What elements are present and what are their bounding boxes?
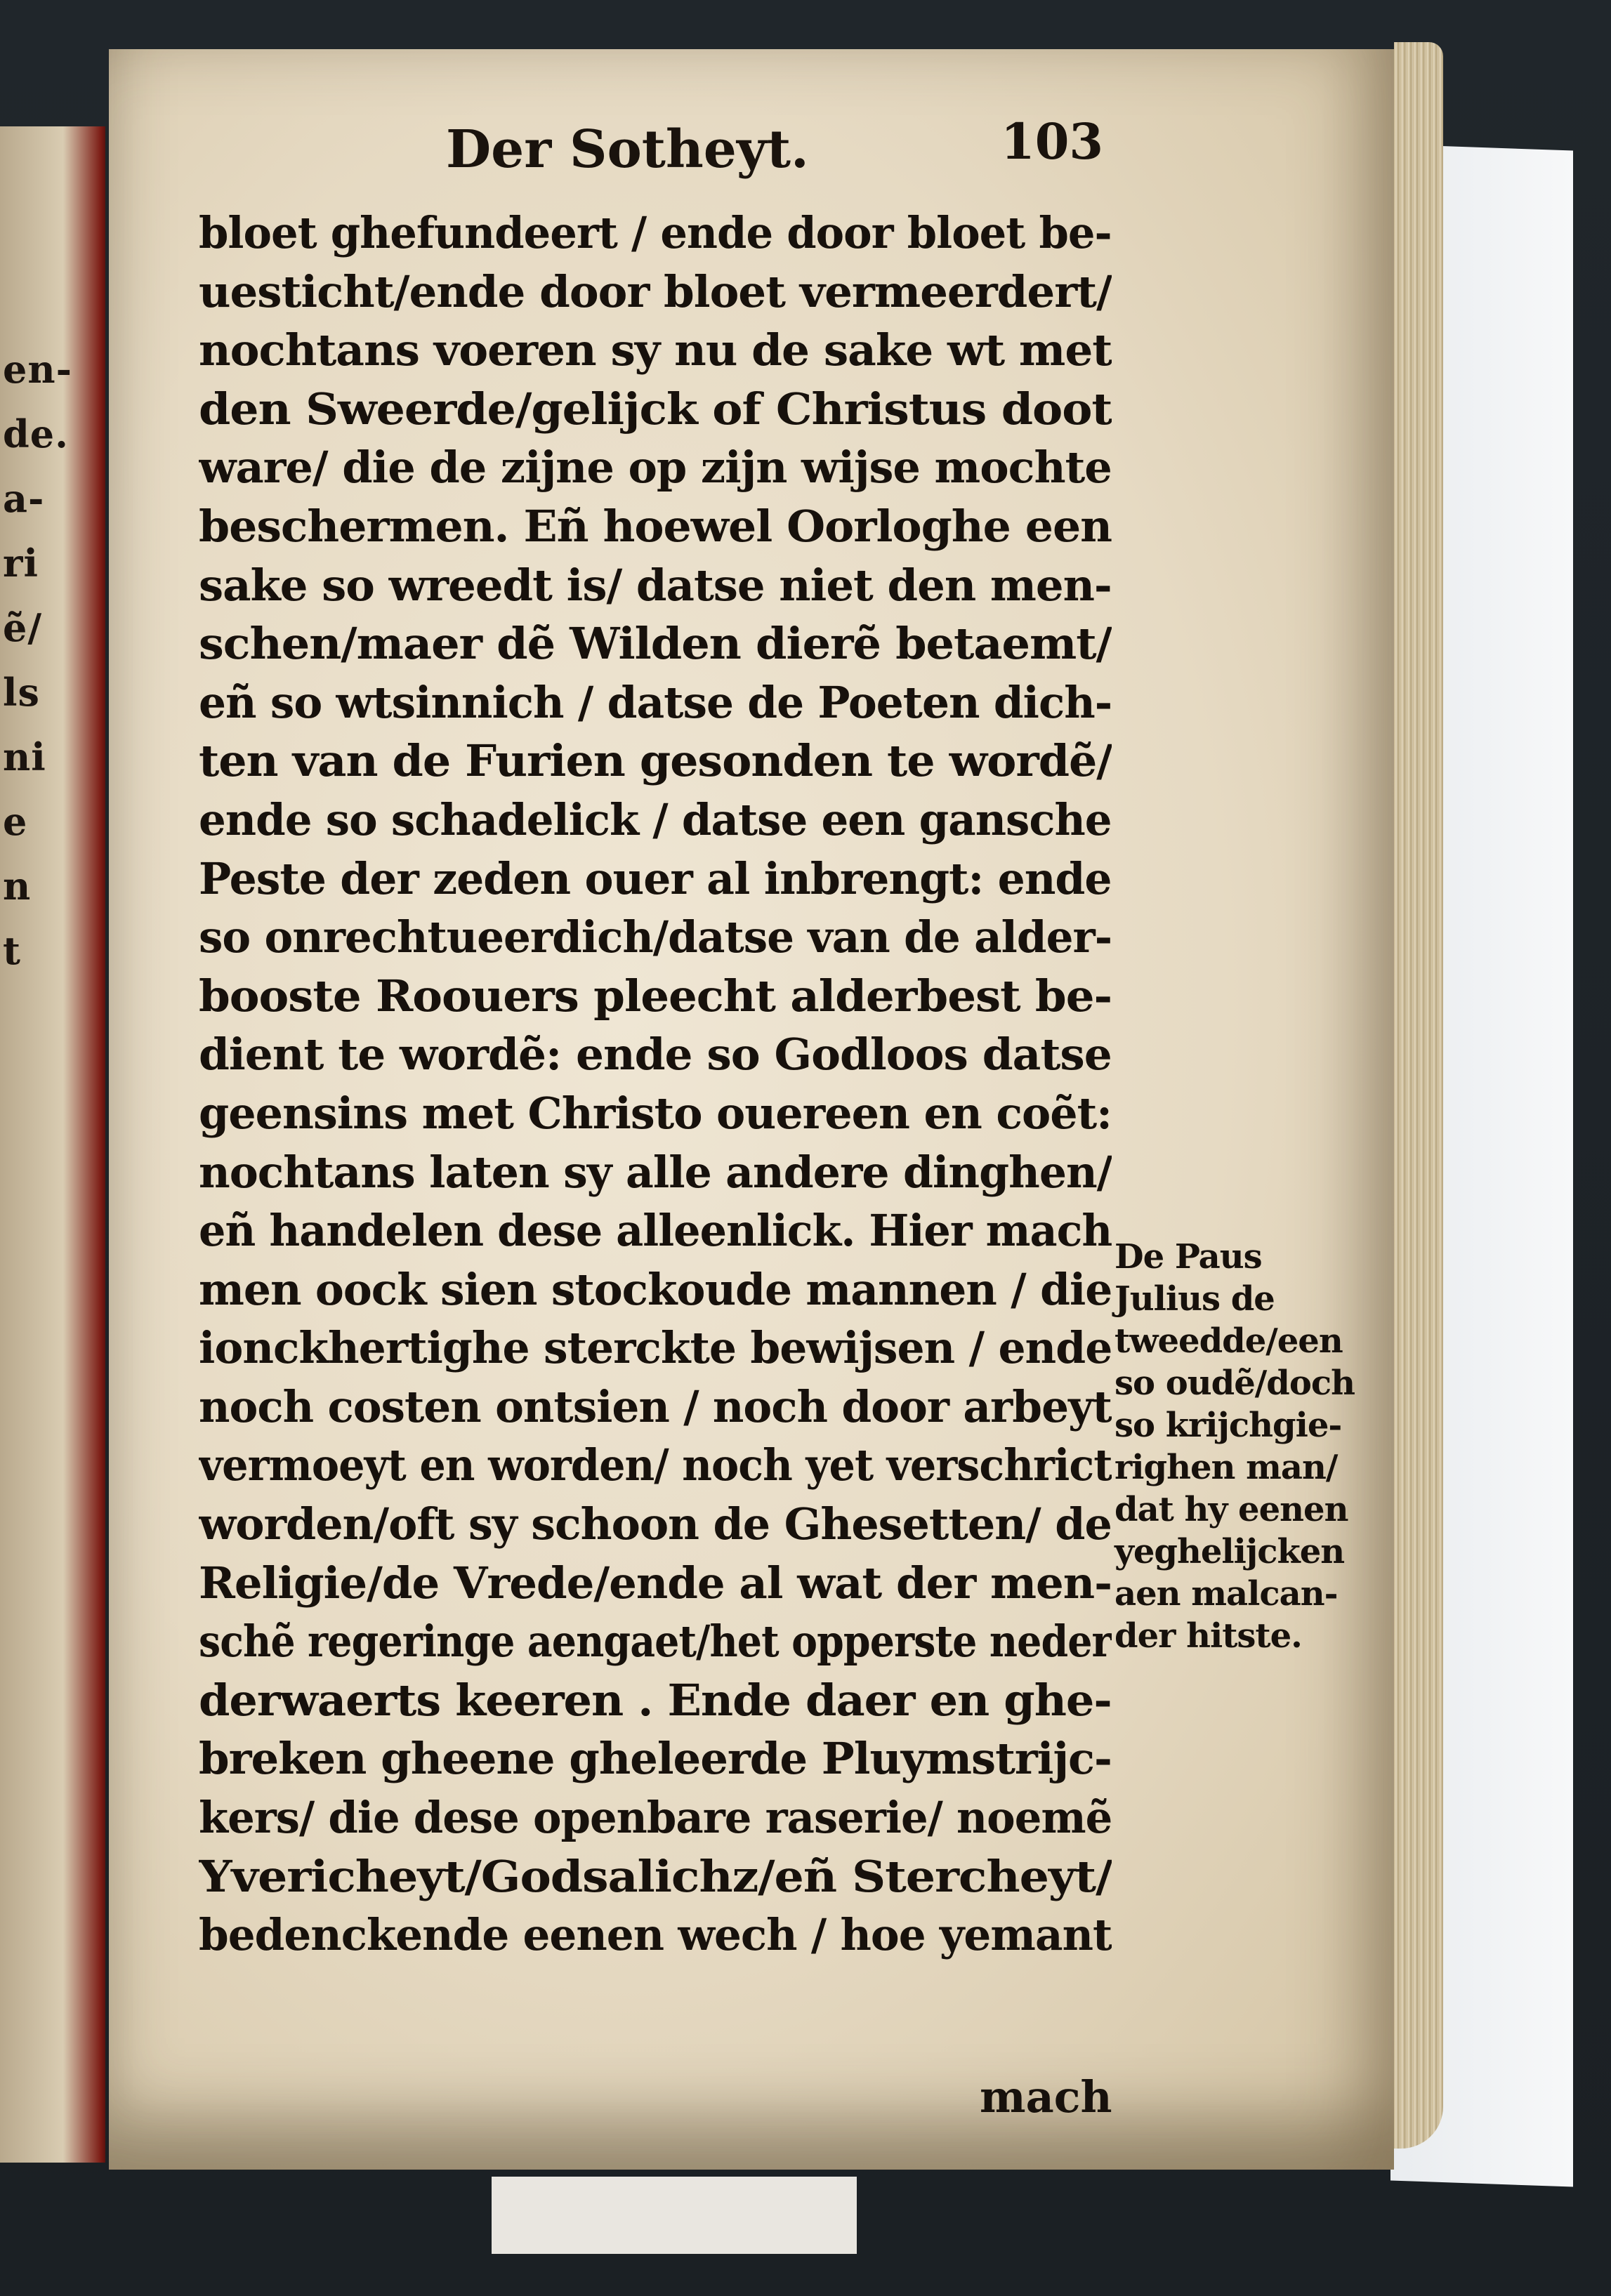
text-line: ionckhertighe sterckte bewijsen / ende	[199, 1322, 1112, 1374]
text-line: ende so schadelick / datse een gansche	[199, 793, 1112, 845]
catchword: mach	[980, 2071, 1112, 2123]
text-line: Religie/de Vrede/ende al wat der men-	[199, 1557, 1112, 1609]
text-line: den Sweerde/gelijck of Christus doot	[199, 383, 1112, 435]
left-fragment: ẽ/	[3, 605, 43, 650]
left-fragment: ls	[3, 670, 40, 715]
text-line: eñ handelen dese alleenlick. Hier mach	[199, 1205, 1112, 1257]
text-line: worden/oft sy schoon de Ghesetten/ de	[199, 1498, 1112, 1550]
text-line: men oock sien stockoude mannen / die	[199, 1263, 1112, 1315]
page-edges	[1394, 42, 1443, 2149]
text-line: derwaerts keeren . Ende daer en ghe-	[199, 1674, 1112, 1726]
left-fragment: e	[3, 799, 28, 844]
marginal-note-line: so oudẽ/doch	[1114, 1364, 1355, 1403]
marginal-note-line: dat hy eenen	[1114, 1490, 1348, 1529]
text-line: kers/ die dese openbare raserie/ noemẽ	[199, 1792, 1112, 1844]
text-line: dient te wordẽ: ende so Godloos datse	[199, 1029, 1112, 1081]
running-head: Der Sotheyt.	[446, 119, 809, 180]
left-page-text-fragments	[3, 337, 80, 983]
marginal-note-line: tweedde/een	[1114, 1321, 1343, 1361]
text-line: Yvericheyt/Godsalichz/eñ Stercheyt/	[199, 1850, 1112, 1902]
text-line: sake so wreedt is/ datse niet den men-	[199, 559, 1112, 611]
text-line: nochtans laten sy alle andere dinghen/	[199, 1146, 1112, 1198]
left-fragment: n	[3, 864, 32, 909]
marginal-note-line: Julius de	[1114, 1279, 1275, 1319]
text-line: noch costen ontsien / noch door arbeyt	[199, 1380, 1112, 1432]
left-fragment: ni	[3, 734, 46, 779]
page-header	[446, 112, 1148, 204]
left-fragment: ri	[3, 541, 39, 586]
text-line: bloet ghefundeert / ende door bloet be-	[199, 207, 1112, 258]
text-line: schen/maer dẽ Wilden dierẽ betaemt/	[199, 618, 1112, 670]
marginal-note-line: der hitste.	[1114, 1616, 1302, 1656]
left-page	[0, 126, 105, 2163]
text-line: ware/ die de zijne op zijn wijse mochte	[199, 442, 1112, 494]
body-text	[199, 204, 1126, 1965]
page-number: 103	[1001, 112, 1104, 171]
text-line: breken gheene gheleerde Pluymstrijc-	[199, 1733, 1112, 1785]
left-fragment: de.	[3, 411, 69, 456]
text-line: booste Roouers pleecht alderbest be-	[199, 970, 1112, 1022]
right-page	[109, 49, 1394, 2170]
text-line: nochtans voeren sy nu de sake wt met	[199, 324, 1112, 376]
text-line: uesticht/ende door bloet vermeerdert/	[199, 265, 1112, 317]
marginal-note	[1114, 1236, 1388, 1657]
marginal-note-line: so krijchgie-	[1114, 1406, 1342, 1445]
paper-slip	[492, 2177, 857, 2254]
marginal-note-line: righen man/	[1114, 1448, 1338, 1487]
marginal-note-line: yeghelijcken	[1114, 1532, 1345, 1571]
marginal-note-line: De Paus	[1114, 1237, 1262, 1276]
text-line: schẽ regeringe aengaet/het opperste neder	[199, 1616, 1112, 1668]
text-line: bedenckende eenen wech / hoe yemant	[199, 1909, 1112, 1961]
text-line: vermoeyt en worden/ noch yet verschrict	[199, 1439, 1112, 1491]
text-line: Peste der zeden ouer al inbrengt: ende	[199, 852, 1112, 904]
left-fragment: t	[3, 928, 21, 973]
text-line: ten van de Furien gesonden te wordẽ/	[199, 735, 1112, 787]
text-line: beschermen. Eñ hoewel Oorloghe een	[199, 500, 1112, 552]
text-line: geensins met Christo ouereen en coẽt:	[199, 1087, 1112, 1139]
left-fragment: en-	[3, 347, 73, 392]
text-line: eñ so wtsinnich / datse de Poeten dich-	[199, 676, 1112, 728]
marginal-note-line: aen malcan-	[1114, 1574, 1338, 1614]
left-fragment: a-	[3, 476, 45, 521]
text-line: so onrechtueerdich/datse van de alder-	[199, 911, 1112, 963]
